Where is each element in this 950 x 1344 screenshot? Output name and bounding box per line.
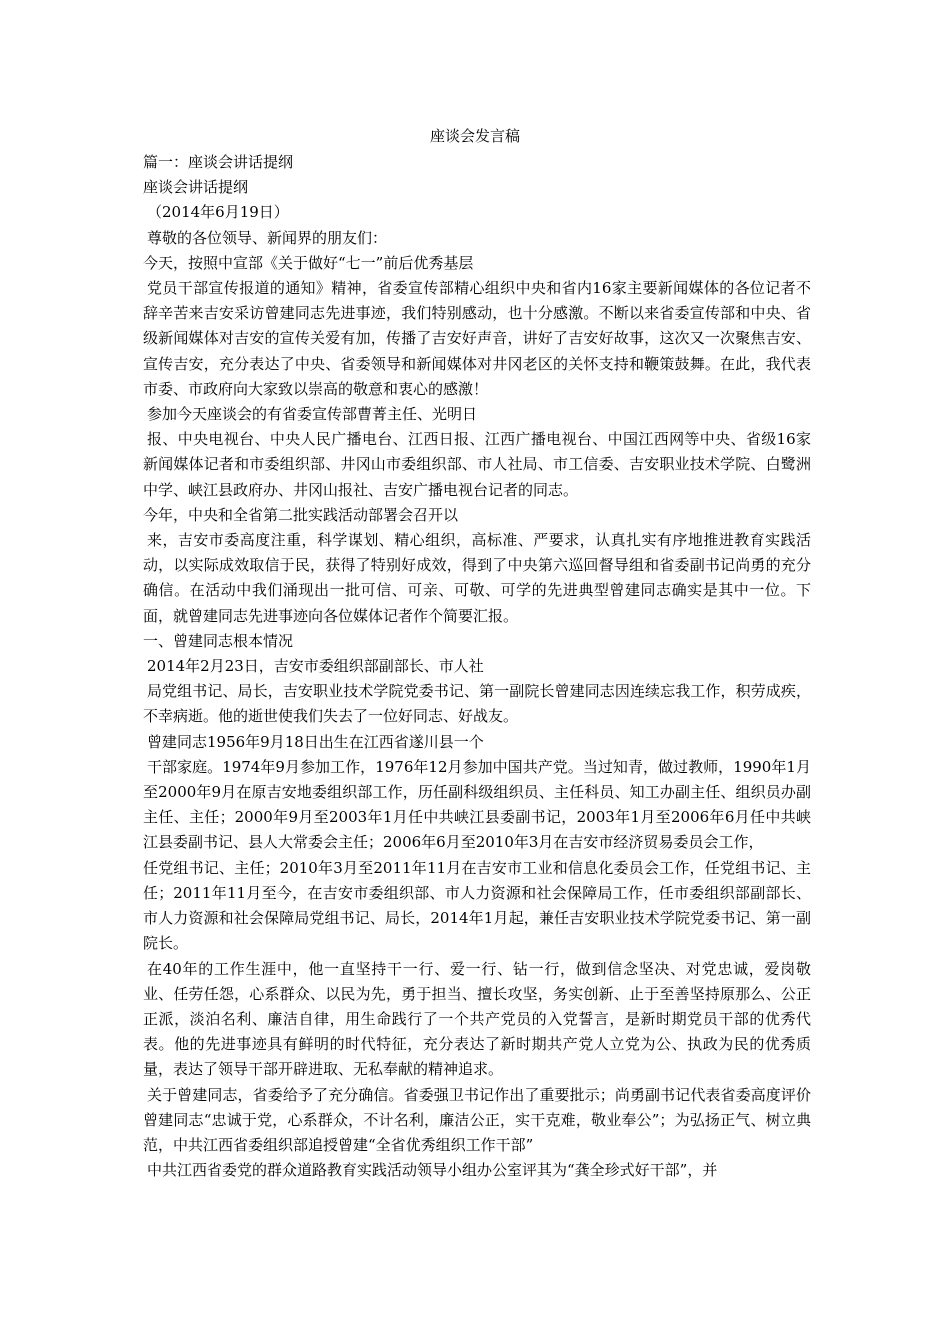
paragraph: 党员干部宣传报道的通知》精神，省委宣传部精心组织中央和省内16家主要新闻媒体的各位记者不辞辛苦来吉安采访曾建同志先进事迹，我们特别感动，也十分感激。不断以来省委宣传部和中央、省级新闻媒体对吉安的宣传关爱有加，传播了吉安好声音，讲好了吉安好故事，这次又一次聚焦吉安、宣传吉安，充分表达了中央、省委领导和新闻媒体对井冈老区的关怀支持和鞭策鼓舞。在此，我代表市委、市政府向大家致以崇高的敬意和衷心的感激！ [143, 279, 811, 398]
paragraph: 局党组书记、局长，吉安职业技术学院党委书记、第一副院长曾建同志因连续忘我工作，积劳成疾，不幸病逝。他的逝世使我们失去了一位好同志、好战友。 [143, 682, 811, 726]
paragraph: 中共江西省委党的群众道路教育实践活动领导小组办公室评其为“龚全珍式好干部”，并 [147, 1161, 718, 1180]
paragraph: 干部家庭。1974年9月参加工作，1976年12月参加中国共产党。当过知青，做过教师，1990年1月至2000年9月在原吉安地委组织部工作，历任副科级组织员、主任科员、知工办副主任、组织员办副主任、主任；2000年9月至2003年1月任中共峡江县委副书记，2003年1月至2006年6月任中共峡江县委副书记、县人大常委会主任；2006年6月至2010年3月在吉安市经济贸易委员会工作， [143, 757, 811, 852]
document-title: 座谈会发言稿 [429, 127, 520, 145]
paragraph: 任党组书记、主任；2010年3月至2011年11月在吉安市工业和信息化委员会工作，任党组书记、主任；2011年11月至今，在吉安市委组织部、市人力资源和社会保障局工作，任市委组织部副部长、市人力资源和社会保障局党组书记、局长，2014年1月起，兼任吉安职业技术学院党委书记、第一副院长。 [143, 858, 811, 953]
paragraph: 参加今天座谈会的有省委宣传部曹菁主任、光明日 [147, 405, 478, 424]
paragraph-subtitle: 座谈会讲话提纲 [143, 178, 249, 197]
paragraph: 曾建同志1956年9月18日出生在江西省遂川县一个 [147, 732, 484, 751]
paragraph: 2014年2月23日，吉安市委组织部副部长、市人社 [147, 657, 484, 676]
document-body [143, 150, 811, 1183]
paragraph-date: （2014年6月19日） [147, 203, 289, 222]
paragraph: 报、中央电视台、中央人民广播电台、江西日报、江西广播电视台、中国江西网等中央、省级16家新闻媒体记者和市委组织部、井冈山市委组织部、市人社局、市工信委、吉安职业技术学院、白鹭洲中学、峡江县政府办、井冈山报社、吉安广播电视台记者的同志。 [143, 430, 811, 499]
paragraph: 关于曾建同志，省委给予了充分确信。省委强卫书记作出了重要批示；尚勇副书记代表省委高度评价曾建同志“忠诚于党，心系群众，不计名利，廉洁公正，实干克难，敬业奉公”；为弘扬正气、树立典范，中共江西省委组织部追授曾建“全省优秀组织工作干部” [143, 1085, 811, 1154]
paragraph: 今年，中央和全省第二批实践活动部署会召开以 [143, 505, 459, 524]
paragraph-salutation: 尊敬的各位领导、新闻界的朋友们： [147, 228, 388, 247]
paragraph: 在40年的工作生涯中，他一直坚持干一行、爱一行、钻一行，做到信念坚决、对党忠诚，爱岗敬业、任劳任怨，心系群众、以民为先，勇于担当、擅长攻坚，务实创新、止于至善坚持原那么、公正正派，淡泊名利、廉洁自律，用生命践行了一个共产党员的入党誓言，是新时期党员干部的优秀代表。他的先进事迹具有鲜明的时代特征，充分表达了新时期共产党人立党为公、执政为民的优秀质量，表达了领导干部开辟进取、无私奉献的精神追求。 [143, 959, 811, 1079]
paragraph: 今天，按照中宣部《关于做好“七一”前后优秀基层 [143, 253, 474, 272]
paragraph-section-heading: 一、曾建同志根本情况 [143, 631, 294, 650]
paragraph: 来，吉安市委高度注重，科学谋划、精心组织，高标准、严要求，认真扎实有序地推进教育实践活动，以实际成效取信于民，获得了特别好成效，得到了中央第六巡回督导组和省委副书记尚勇的充分确信。在活动中我们涌现出一批可信、可亲、可敬、可学的先进典型曾建同志确实是其中一位。下面，就曾建同志先进事迹向各位媒体记者作个简要汇报。 [143, 531, 811, 625]
paragraph-section-heading: 篇一：座谈会讲话提纲 [143, 153, 294, 171]
